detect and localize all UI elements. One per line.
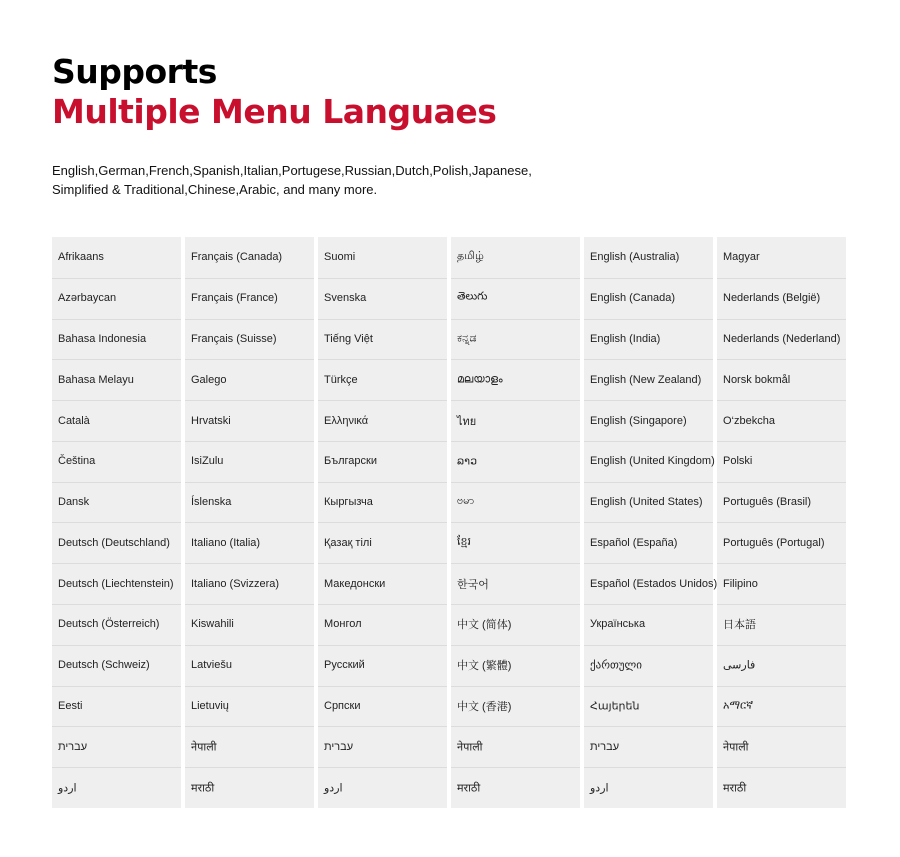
language-label: Afrikaans [58, 251, 104, 264]
language-label: Français (Canada) [191, 251, 283, 264]
language-item[interactable] [185, 645, 314, 687]
language-label: Tiếng Việt [324, 332, 373, 345]
language-item[interactable] [52, 767, 181, 808]
language-label: Suomi [324, 251, 356, 264]
language-label: English (United States) [590, 496, 703, 509]
language-item[interactable] [185, 726, 314, 768]
language-label: Монгол [324, 618, 362, 631]
title-supports: Supports [52, 52, 217, 91]
language-label: Português (Brasil) [723, 496, 812, 509]
language-item[interactable] [318, 359, 447, 401]
language-label: Nederlands (Nederland) [723, 332, 841, 345]
language-label: मराठी [457, 782, 481, 795]
language-item[interactable] [185, 319, 314, 361]
language-item[interactable] [185, 482, 314, 524]
language-item[interactable] [185, 523, 314, 565]
language-label: 中文 (香港) [457, 701, 512, 714]
language-item[interactable] [185, 686, 314, 728]
language-item[interactable] [318, 319, 447, 361]
language-label: Türkçe [324, 373, 358, 386]
language-label: Galego [191, 373, 227, 386]
language-label: 日本語 [723, 619, 756, 632]
language-item[interactable] [717, 563, 846, 605]
language-item[interactable] [185, 237, 314, 279]
language-item[interactable] [584, 237, 713, 279]
language-label: Deutsch (Österreich) [58, 618, 160, 631]
description-line-1: English,German,French,Spanish,Italian,Portugese,Russian,Dutch,Polish,Japanese, [52, 163, 532, 178]
language-item[interactable] [185, 359, 314, 401]
language-item[interactable] [584, 523, 713, 565]
language-item[interactable] [451, 400, 580, 442]
language-label: Dansk [58, 496, 90, 509]
language-label: Español (España) [590, 536, 678, 549]
language-label: Deutsch (Liechtenstein) [58, 577, 174, 590]
language-label: English (Singapore) [590, 414, 687, 427]
language-label: தமிழ் [457, 250, 484, 263]
language-label: አማርኛ [723, 699, 754, 712]
language-label: नेपाली [457, 741, 483, 754]
language-item[interactable] [584, 563, 718, 605]
language-label: 中文 (繁體) [457, 660, 512, 673]
language-item[interactable] [717, 482, 846, 524]
language-item[interactable] [52, 523, 181, 565]
language-label: Українська [590, 618, 646, 631]
language-label: Bahasa Indonesia [58, 332, 147, 345]
language-item[interactable] [52, 359, 181, 401]
language-label: فارسی [723, 659, 756, 672]
language-item[interactable] [185, 441, 314, 483]
language-item[interactable] [451, 726, 580, 768]
language-item[interactable] [318, 441, 447, 483]
language-label: Kiswahili [191, 618, 234, 631]
language-label: Македонски [324, 577, 386, 590]
language-label: Lietuvių [191, 700, 229, 713]
language-item[interactable] [584, 278, 713, 320]
language-item[interactable] [318, 563, 447, 605]
language-item[interactable] [584, 726, 713, 768]
language-label: Bahasa Melayu [58, 373, 134, 386]
language-item[interactable] [52, 604, 181, 646]
language-label: English (New Zealand) [590, 373, 702, 386]
language-label: Italiano (Italia) [191, 536, 261, 549]
language-item[interactable] [52, 278, 181, 320]
language-item[interactable] [584, 319, 713, 361]
language-label: Русский [324, 659, 365, 672]
language-item[interactable] [185, 563, 314, 605]
language-item[interactable] [52, 400, 181, 442]
language-label: Čeština [58, 455, 96, 468]
language-item[interactable] [717, 278, 846, 320]
title-multiple-menu-languages: Multiple Menu Languaes [52, 92, 497, 131]
language-label: Italiano (Svizzera) [191, 577, 280, 590]
language-item[interactable] [52, 726, 181, 768]
language-item[interactable] [717, 441, 846, 483]
language-label: ລາວ [457, 455, 478, 468]
language-item[interactable] [717, 400, 846, 442]
language-label: ಕನ್ನಡ [457, 332, 477, 345]
language-label: Deutsch (Deutschland) [58, 536, 170, 549]
language-label: Magyar [723, 251, 760, 264]
language-item[interactable] [451, 645, 580, 687]
language-label: עברית [590, 740, 620, 753]
language-item[interactable] [451, 441, 580, 483]
language-item[interactable] [451, 604, 580, 646]
language-column-2 [185, 237, 314, 808]
language-label: Ελληνικά [324, 414, 369, 427]
language-label: Filipino [723, 577, 758, 590]
language-item[interactable] [451, 319, 580, 361]
language-label: Қазақ тілі [324, 536, 372, 549]
language-item[interactable] [584, 482, 713, 524]
language-label: मराठी [191, 782, 215, 795]
language-column-6 [717, 237, 846, 808]
language-item[interactable] [318, 482, 447, 524]
language-label: Svenska [324, 292, 367, 305]
language-label: ქართული [590, 659, 642, 672]
language-label: मराठी [723, 782, 747, 795]
language-item[interactable] [52, 645, 181, 687]
language-column-4 [451, 237, 580, 808]
language-label: Български [324, 455, 377, 468]
language-label: Español (Estados Unidos) [590, 577, 718, 590]
language-label: Português (Portugal) [723, 536, 825, 549]
language-label: English (United Kingdom) [590, 455, 715, 468]
language-item[interactable] [717, 767, 846, 808]
language-item[interactable] [318, 604, 447, 646]
language-item[interactable] [584, 604, 713, 646]
language-item[interactable] [717, 359, 846, 401]
language-item[interactable] [584, 767, 713, 808]
language-item[interactable] [451, 278, 580, 320]
language-item[interactable] [185, 604, 314, 646]
language-item[interactable] [584, 441, 713, 483]
language-grid [52, 237, 846, 808]
language-label: English (India) [590, 332, 661, 345]
language-item[interactable] [717, 686, 846, 728]
language-label: O‘zbekcha [723, 414, 775, 427]
language-label: 한국어 [457, 578, 489, 591]
language-label: Deutsch (Schweiz) [58, 659, 150, 672]
language-label: Polski [723, 455, 753, 468]
language-item[interactable] [318, 645, 447, 687]
language-item[interactable] [584, 645, 713, 687]
language-item[interactable] [717, 237, 846, 279]
language-label: Français (France) [191, 292, 278, 305]
language-label: Nederlands (België) [723, 292, 821, 305]
language-item[interactable] [185, 400, 314, 442]
language-label: Français (Suisse) [191, 332, 277, 345]
language-item[interactable] [318, 686, 447, 728]
language-item[interactable] [318, 726, 447, 768]
language-item[interactable] [451, 767, 580, 808]
language-item[interactable] [451, 359, 580, 401]
language-item[interactable] [717, 645, 846, 687]
language-label: Íslenska [191, 496, 232, 509]
language-item[interactable] [451, 686, 580, 728]
language-label: עברית [324, 740, 354, 753]
language-item[interactable] [584, 359, 713, 401]
language-item[interactable] [185, 278, 314, 320]
language-item[interactable] [717, 604, 846, 646]
language-label: नेपाली [191, 741, 217, 754]
language-item[interactable] [717, 523, 846, 565]
language-item[interactable] [451, 523, 580, 565]
language-column-3 [318, 237, 447, 808]
language-column-5 [584, 237, 718, 808]
language-label: नेपाली [723, 741, 749, 754]
language-label: తెలుగు [457, 290, 488, 303]
language-label: Кыргызча [324, 496, 373, 509]
language-label: Eesti [58, 700, 83, 713]
language-item[interactable] [584, 686, 713, 728]
language-item[interactable] [451, 482, 580, 524]
language-label: English (Australia) [590, 251, 680, 264]
language-item[interactable] [318, 767, 447, 808]
language-item[interactable] [584, 400, 713, 442]
language-item[interactable] [52, 563, 181, 605]
language-label: Српски [324, 700, 361, 713]
language-item[interactable] [185, 767, 314, 808]
language-label: עברית [58, 740, 88, 753]
language-item[interactable] [318, 523, 447, 565]
language-label: 中文 (简体) [457, 619, 512, 632]
language-label: Hrvatski [191, 414, 231, 427]
language-item[interactable] [52, 482, 181, 524]
language-label: ဗမာ [457, 495, 475, 508]
language-label: English (Canada) [590, 292, 675, 305]
language-item[interactable] [451, 563, 580, 605]
language-item[interactable] [52, 686, 181, 728]
language-item[interactable] [52, 237, 181, 279]
language-label: اردو [58, 782, 77, 795]
language-item[interactable] [717, 319, 846, 361]
description-line-2: Simplified & Traditional,Chinese,Arabic, and many more. [52, 182, 378, 197]
language-item[interactable] [451, 237, 580, 279]
language-item[interactable] [318, 400, 447, 442]
language-label: Latviešu [191, 659, 232, 672]
language-column-1 [52, 237, 181, 808]
description [52, 161, 612, 199]
language-label: IsiZulu [191, 455, 224, 468]
language-label: اردو [324, 782, 343, 795]
language-label: ខ្មែរ [457, 535, 471, 548]
language-label: Հայերեն [590, 700, 640, 713]
language-label: മലയാളം [457, 373, 503, 386]
language-label: ไทย [457, 415, 477, 428]
language-item[interactable] [318, 237, 447, 279]
language-label: Norsk bokmål [723, 373, 791, 386]
language-label: Català [58, 414, 90, 427]
language-item[interactable] [52, 441, 181, 483]
language-item[interactable] [717, 726, 846, 768]
language-item[interactable] [318, 278, 447, 320]
language-item[interactable] [52, 319, 181, 361]
language-label: Azərbaycan [58, 292, 117, 305]
language-label: اردو [590, 782, 609, 795]
